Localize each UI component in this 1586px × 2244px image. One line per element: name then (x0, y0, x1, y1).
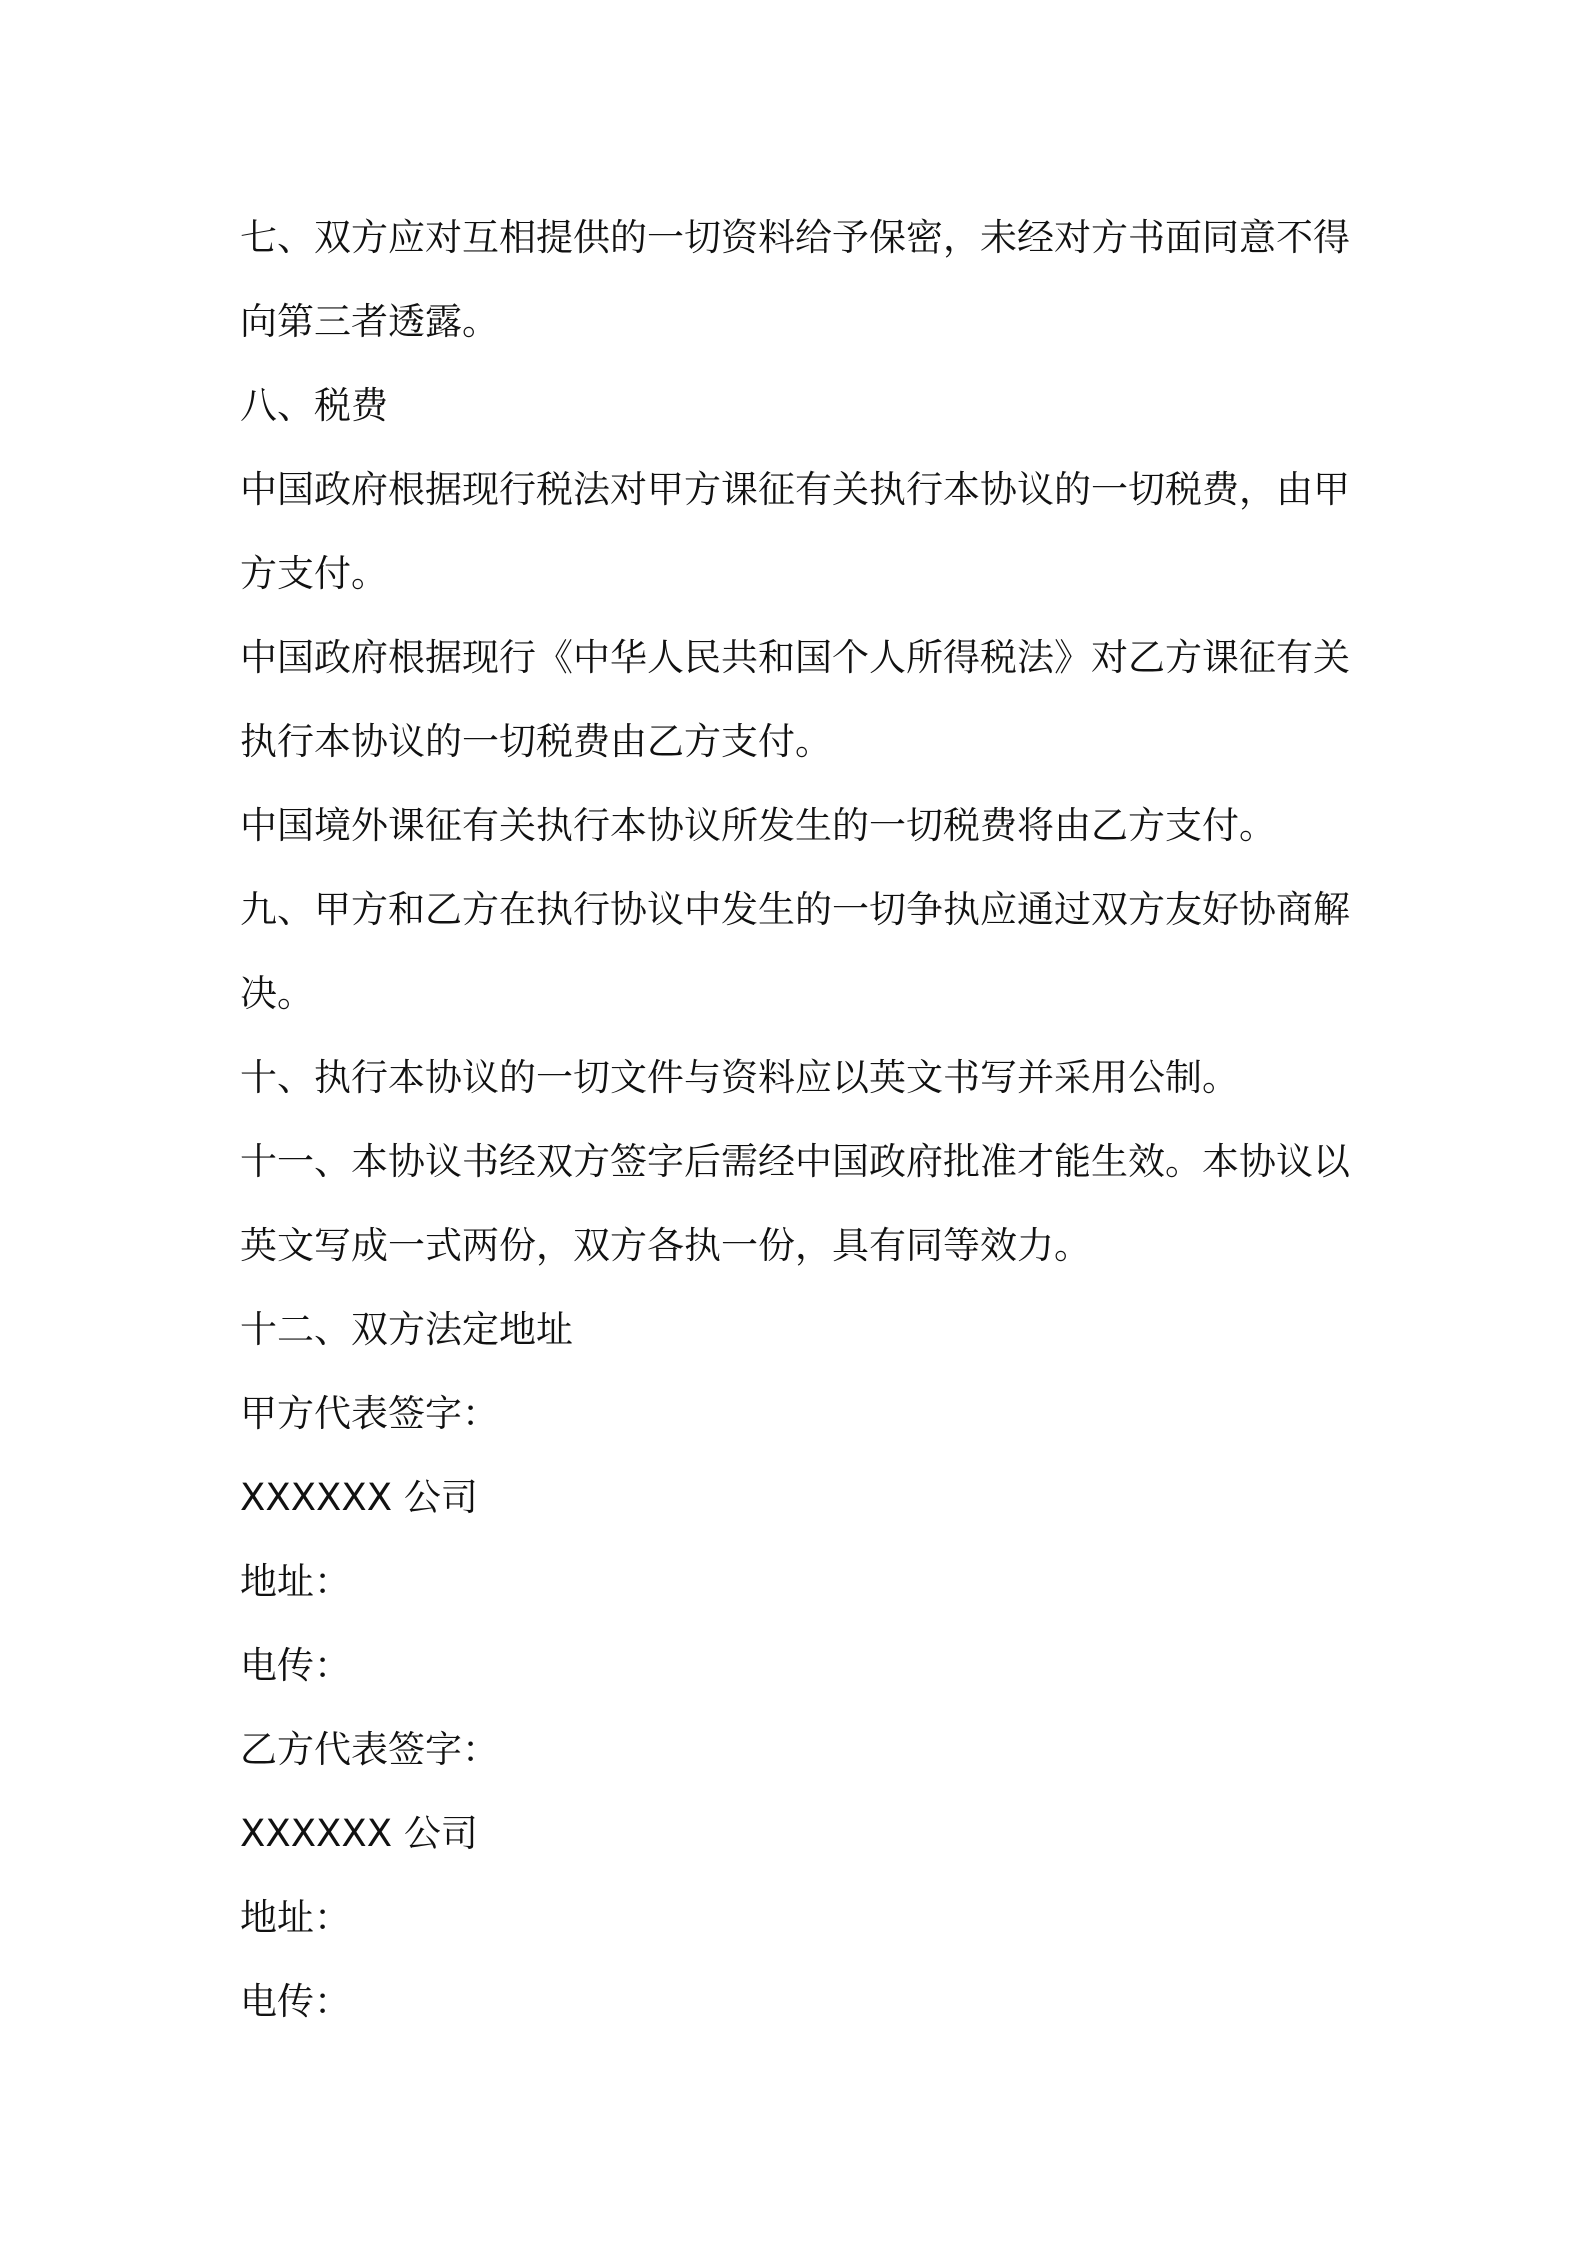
tax-clause-a-line-2: 方支付。 (240, 552, 388, 595)
clause-11-line-2: 英文写成一式两份，双方各执一份，具有同等效力。 (240, 1224, 1091, 1267)
party-a-company: XXXXXX 公司 (240, 1476, 478, 1519)
document-body (240, 196, 1360, 2044)
party-b-address-label: 地址： (240, 1896, 351, 1939)
tax-clause-b-line-1: 中国政府根据现行《中华人民共和国个人所得税法》对乙方课征有关 (240, 636, 1350, 679)
clause-10: 十、执行本协议的一切文件与资料应以英文书写并采用公制。 (240, 1056, 1239, 1099)
clause-12-heading: 十二、双方法定地址 (240, 1308, 573, 1351)
clause-7-line-2: 向第三者透露。 (240, 300, 499, 343)
tax-clause-a-line-1: 中国政府根据现行税法对甲方课征有关执行本协议的一切税费，由甲 (240, 468, 1350, 511)
tax-clause-c: 中国境外课征有关执行本协议所发生的一切税费将由乙方支付。 (240, 804, 1276, 847)
party-b-telex-label: 电传： (240, 1980, 351, 2023)
party-b-signature-label: 乙方代表签字： (240, 1728, 499, 1771)
party-a-telex-label: 电传： (240, 1644, 351, 1687)
party-a-address-label: 地址： (240, 1560, 351, 1603)
clause-7-line-1: 七、双方应对互相提供的一切资料给予保密，未经对方书面同意不得 (240, 216, 1350, 259)
clause-11-line-1: 十一、本协议书经双方签字后需经中国政府批准才能生效。本协议以 (240, 1140, 1350, 1183)
clause-9-line-1: 九、甲方和乙方在执行协议中发生的一切争执应通过双方友好协商解 (240, 888, 1350, 931)
tax-clause-b-line-2: 执行本协议的一切税费由乙方支付。 (240, 720, 832, 763)
clause-8-heading: 八、税费 (240, 384, 388, 427)
clause-9-line-2: 决。 (240, 972, 314, 1015)
party-a-signature-label: 甲方代表签字： (240, 1392, 499, 1435)
party-b-company: XXXXXX 公司 (240, 1812, 478, 1855)
